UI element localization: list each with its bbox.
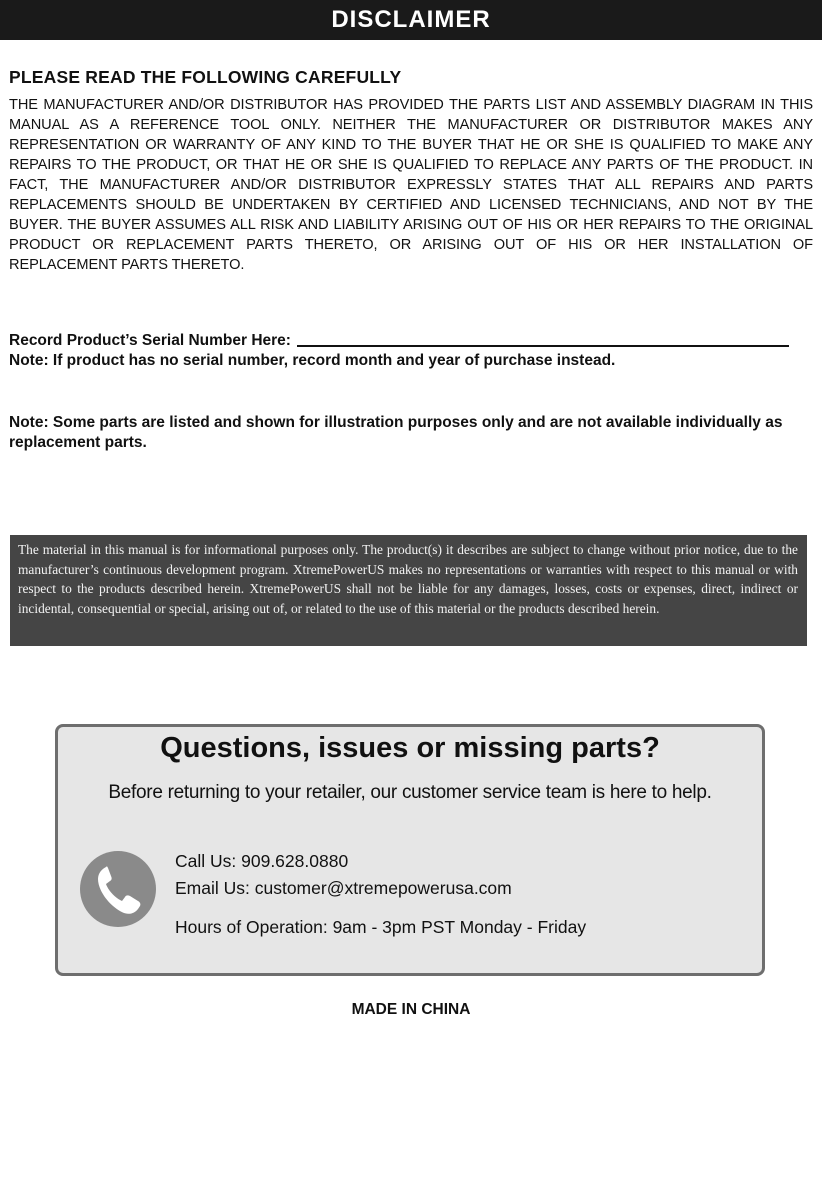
disclaimer-header: DISCLAIMER: [0, 0, 822, 40]
serial-number-field: [9, 331, 789, 351]
customer-service-box: [55, 724, 765, 976]
parts-illustration-note: Note: Some parts are listed and shown for illustration purposes only and are not available individually as replacement parts.: [9, 414, 783, 451]
read-carefully-heading: PLEASE READ THE FOLLOWING CAREFULLY: [9, 67, 402, 87]
disclaimer-body-text: THE MANUFACTURER AND/OR DISTRIBUTOR HAS PROVIDED THE PARTS LIST AND ASSEMBLY DIAGRAM IN THIS MANUAL AS A REFERENCE TOOL ONLY. NEITHER THE MANUFACTURER OR DISTRIBUTOR MAKES ANY REPRESENTATION OR WARRANTY OF ANY KIND TO THE BUYER THAT HE OR SHE IS QUALIFIED TO MAKE ANY REPAIRS TO THE PRODUCT, OR THAT HE OR SHE IS QUALIFIED TO REPLACE ANY PARTS OF THE PRODUCT. IN FACT, THE MANUFACTURER AND/OR DISTRIBUTOR EXPRESSLY STATES THAT ALL REPAIRS AND PARTS REPLACEMENTS SHOULD BE UNDERTAKEN BY CERTIFIED AND LICENSED TECHNICIANS, AND NOT BY THE BUYER. THE BUYER ASSUMES ALL RISK AND LIABILITY ARISING OUT OF HIS OR HER REPAIRS TO THE ORIGINAL PRODUCT OR REPLACEMENT PARTS THERETO, OR ARISING OUT OF HIS OR HER INSTALLATION OF REPLACEMENT PARTS THERETO.: [9, 97, 813, 273]
serial-number-label: Record Product’s Serial Number Here:: [9, 332, 291, 349]
serial-number-blank-line: [297, 345, 789, 347]
legal-notice-box: [10, 535, 807, 646]
serial-number-note: Note: If product has no serial number, record month and year of purchase instead.: [9, 352, 616, 369]
legal-notice-text: The material in this manual is for informational purposes only. The product(s) it describes are subject to change without prior notice, due to the manufacturer’s continuous development program. XtremePowerUS makes no representations or warranties with respect to this manual or with respect to the products described herein. XtremePowerUS shall not be liable for any damages, losses, costs or expenses, direct, indirect or incidental, consequential or special, arising out of, or related to the use of this material or the products described herein.: [18, 542, 798, 616]
support-title: Questions, issues or missing parts?: [160, 732, 660, 764]
phone-icon: [80, 851, 156, 927]
support-subtitle: Before returning to your retailer, our customer service team is here to help.: [108, 782, 712, 803]
support-hours: Hours of Operation: 9am - 3pm PST Monday - Friday: [175, 917, 587, 937]
made-in-label: MADE IN CHINA: [351, 1001, 471, 1018]
support-phone: Call Us: 909.628.0880: [175, 851, 349, 871]
support-email: Email Us: customer@xtremepowerusa.com: [175, 878, 512, 898]
